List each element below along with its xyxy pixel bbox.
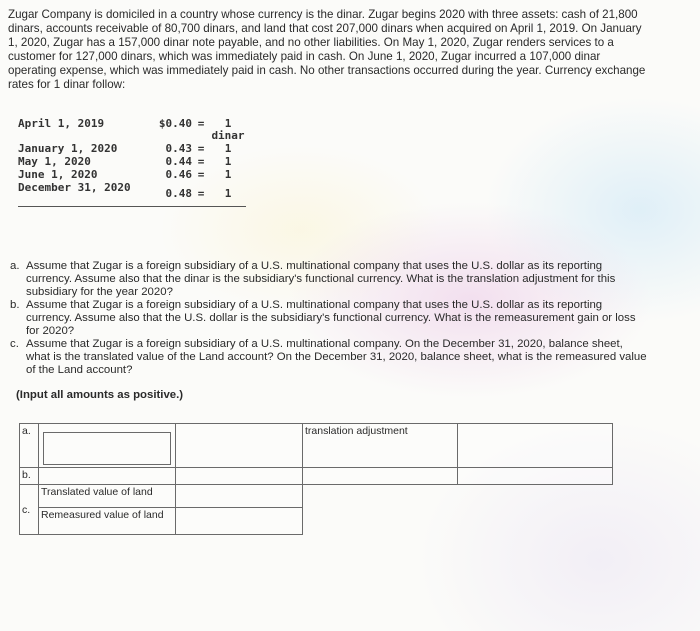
answer-input-a[interactable] — [39, 424, 176, 468]
table-row — [20, 468, 613, 485]
question-item — [10, 260, 650, 299]
row-letter: b. — [20, 468, 39, 485]
answer-input-b-label[interactable] — [303, 468, 458, 485]
rate-value: 0.46 — [165, 168, 192, 181]
rate-value: $0.40 — [158, 117, 192, 130]
rate-equals: = — [197, 117, 205, 130]
rate-unit: 1 — [224, 155, 232, 168]
rate-date: June 1, 2020 — [18, 168, 98, 181]
answer-input-a-value[interactable] — [458, 424, 613, 468]
rate-date: January 1, 2020 — [18, 142, 118, 155]
rate-equals: = — [197, 187, 205, 200]
table-row — [20, 424, 613, 468]
answer-input-a-amount[interactable] — [176, 424, 303, 468]
remeasured-land-label: Remeasured value of land — [39, 508, 176, 535]
question-letter: a. — [10, 260, 20, 272]
question-letter: c. — [10, 338, 19, 350]
question-item — [10, 299, 650, 338]
question-text: Assume that Zugar is a foreign subsidiary of a U.S. multinational company that uses the U.S. dollar as its reporting currency. Assume also that the dinar is the subsidiary's functional currency. What is the translation adjustment for this subsidiary for the year 2020? — [26, 260, 616, 298]
rate-date: April 1, 2019 — [18, 117, 105, 130]
rate-date: December 31, 2020 — [18, 181, 131, 194]
rate-unit: 1 — [224, 142, 232, 155]
rate-row — [18, 156, 246, 168]
rate-unit: 1 — [224, 187, 232, 200]
table-row — [20, 485, 613, 508]
rate-unit: 1 — [224, 168, 232, 181]
rate-equals: = — [197, 142, 205, 155]
rate-equals: = — [197, 155, 205, 168]
remeasured-land-input[interactable] — [176, 508, 303, 535]
answer-input-b[interactable] — [39, 468, 176, 485]
rate-row — [18, 143, 246, 155]
exchange-rate-table — [18, 118, 246, 207]
answer-input-box[interactable] — [43, 432, 171, 465]
rate-value: 0.44 — [165, 155, 192, 168]
table-row — [20, 508, 613, 535]
rate-row — [18, 169, 246, 181]
row-letter: c. — [20, 485, 39, 535]
row-letter: a. — [20, 424, 39, 468]
rate-row — [18, 182, 246, 200]
answer-input-b-value[interactable] — [458, 468, 613, 485]
rate-value: 0.48 — [165, 187, 192, 200]
rate-unit: 1 dinar — [211, 117, 245, 142]
translation-adjustment-label: translation adjustment — [303, 424, 458, 468]
question-letter: b. — [10, 299, 20, 311]
rate-equals: = — [197, 168, 205, 181]
problem-intro: Zugar Company is domiciled in a country whose currency is the dinar. Zugar begins 2020 with three assets: cash of 21,800 dinars, accounts receivable of 80,700 dinars, and land that cost 207,000 dinars when acquired on April 1, 2019. On January 1, 2020, Zugar has a 157,000 dinar note payable, and no other liabilities. On May 1, 2020, Zugar renders services to a customer for 127,000 dinars, which was immediately paid in cash. On June 1, 2020, Zugar incurred a 107,000 dinar operating expense, which was immediately paid in cash. No other transactions occurred during the year. Currency exchange rates for 1 dinar follow: — [8, 8, 646, 91]
question-list — [10, 260, 650, 377]
question-text: Assume that Zugar is a foreign subsidiary of a U.S. multinational company. On the December 31, 2020, balance sheet, what is the translated value of the Land account? On the December 31, 2020, balance sheet, what is the remeasured value of the Land account? — [26, 338, 647, 376]
input-instruction: (Input all amounts as positive.) — [16, 389, 184, 401]
question-item — [10, 338, 650, 377]
translated-land-input[interactable] — [176, 485, 303, 508]
rate-row — [18, 118, 246, 142]
answer-input-b-amount[interactable] — [176, 468, 303, 485]
rate-value: 0.43 — [165, 142, 192, 155]
question-text: Assume that Zugar is a foreign subsidiary of a U.S. multinational company that uses the U.S. dollar as its reporting currency. Assume also that the U.S. dollar is the subsidiary's functional currency. What is the remeasurement gain or loss for 2020? — [26, 299, 636, 337]
rate-date: May 1, 2020 — [18, 155, 91, 168]
translated-land-label: Translated value of land — [39, 485, 176, 508]
answer-table — [19, 423, 613, 535]
